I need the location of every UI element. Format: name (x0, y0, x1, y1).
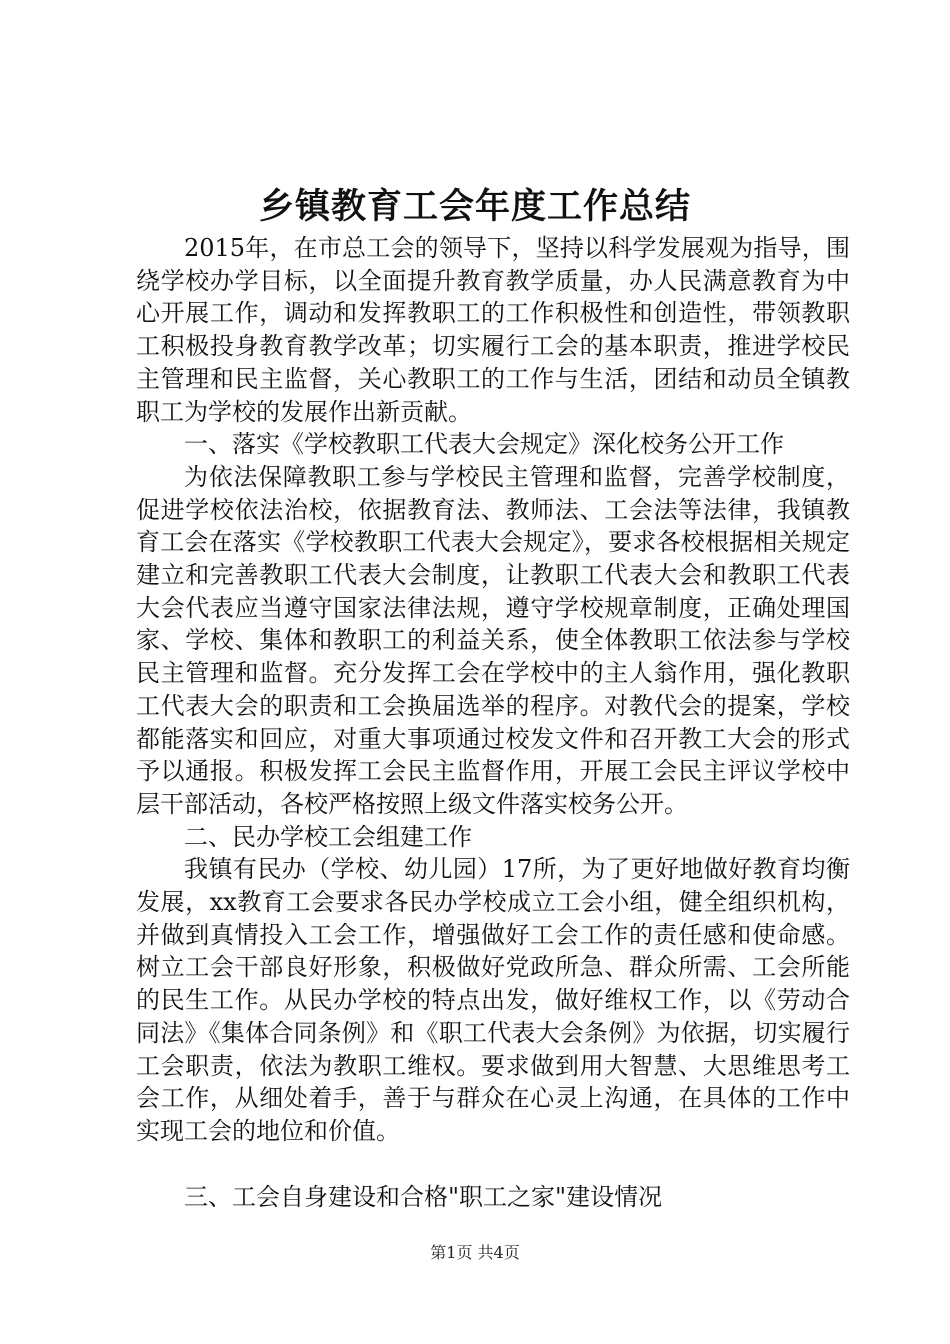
section-heading-1: 一、落实《学校教职工代表大会规定》深化校务公开工作 (184, 430, 784, 459)
section-paragraph-1: 为依法保障教职工参与学校民主管理和监督，完善学校制度，促进学校依法治校，依据教育法、教师法、工会法等法律，我镇教育工会在落实《学校教职工代表大会规定》，要求各校根据相关规定建立和完善教职工代表大会制度，让教职工代表大会和教职工代表大会代表应当遵守国家法律法规，遵守学校规章制度，正确处理国家、学校、集体和教职工的利益关系，使全体教职工依法参与学校民主管理和监督。充分发挥工会在学校中的主人翁作用，强化教职工代表大会的职责和工会换届选举的程序。对教代会的提案，学校都能落实和回应，对重大事项通过校发文件和召开教工大会的形式予以通报。积极发挥工会民主监督作用，开展工会民主评议学校中层干部活动，各校严格按照上级文件落实校务公开。 (136, 462, 850, 818)
section-heading-2: 二、民办学校工会组建工作 (184, 822, 472, 851)
section-paragraph-2: 我镇有民办（学校、幼儿园）17所，为了更好地做好教育均衡发展，xx教育工会要求各民办学校成立工会小组，健全组织机构，并做到真情投入工会工作，增强做好工会工作的责任感和使命感。树立工会干部良好形象，积极做好党政所急、群众所需、工会所能的民生工作。从民办学校的特点出发，做好维权工作，以《劳动合同法》《集体合同条例》和《职工代表大会条例》为依据，切实履行工会职责，依法为教职工维权。要求做到用大智慧、大思维思考工会工作，从细处着手，善于与群众在心灵上沟通，在具体的工作中实现工会的地位和价值。 (136, 855, 850, 1145)
section-heading-3: 三、工会自身建设和合格"职工之家"建设情况 (184, 1182, 663, 1211)
intro-paragraph: 2015年，在市总工会的领导下，坚持以科学发展观为指导，围绕学校办学目标，以全面提升教育教学质量，办人民满意教育为中心开展工作，调动和发挥教职工的工作积极性和创造性，带领教职工积极投身教育教学改革；切实履行工会的基本职责，推进学校民主管理和民主监督，关心教职工的工作与生活，团结和动员全镇教职工为学校的发展作出新贡献。 (136, 234, 850, 426)
document-title: 乡镇教育工会年度工作总结 (258, 187, 691, 227)
page-number-footer: 第1页 共4页 (430, 1243, 520, 1262)
document-body (136, 232, 850, 1213)
